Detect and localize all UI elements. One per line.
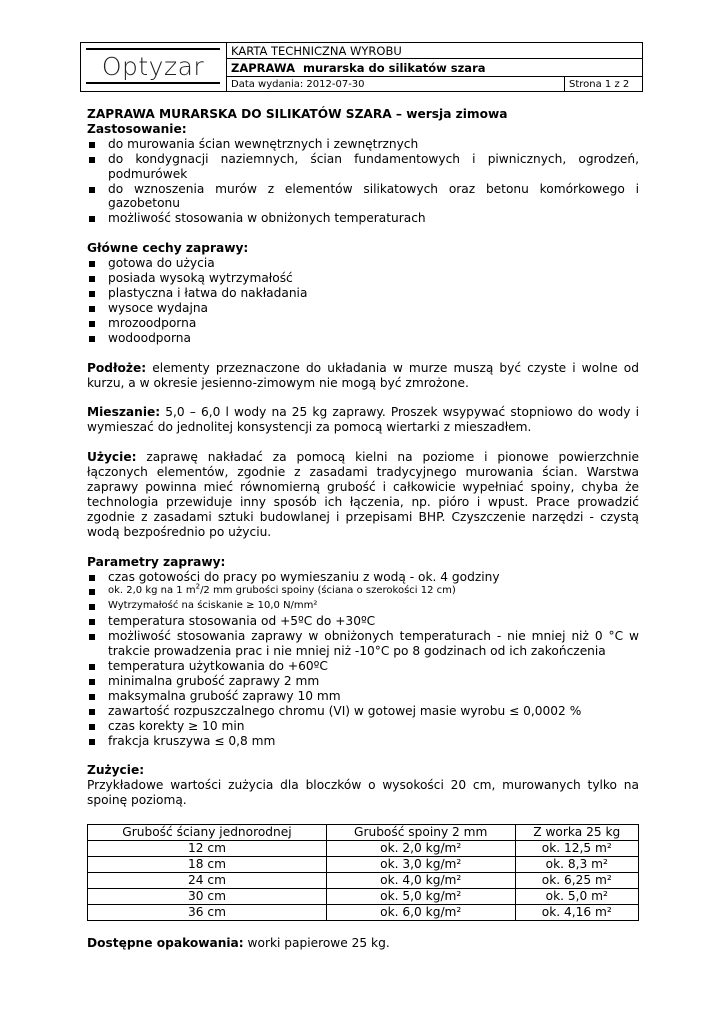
list-item: wysoce wydajna xyxy=(87,301,639,316)
list-item: możliwość stosowania zaprawy w obniżonych temperaturach - nie mniej niż 0 °C w trakcie prowadzenia prac i nie mniej niż -10°C po 8 godzinach od ich zakończenia xyxy=(87,629,639,659)
page-number: Strona 1 z 2 xyxy=(564,77,642,91)
list-item: czas korekty ≥ 10 min xyxy=(87,719,639,734)
table-cell: ok. 5,0 m² xyxy=(515,889,639,905)
product-bold: ZAPRAWA xyxy=(231,60,295,75)
table-cell: ok. 4,16 m² xyxy=(515,905,639,921)
list-item: frakcja kruszywa ≤ 0,8 mm xyxy=(87,734,639,749)
item-text: /2 mm grubości spoiny (ściana o szerokości 12 cm) xyxy=(200,585,456,597)
opakowania-text: worki papierowe 25 kg. xyxy=(243,936,390,951)
list-item: minimalna grubość zaprawy 2 mm xyxy=(87,674,639,689)
table-row xyxy=(88,905,639,921)
table-cell: 18 cm xyxy=(88,857,327,873)
list-item: gotowa do użycia xyxy=(87,256,639,271)
page-title: ZAPRAWA MURARSKA DO SILIKATÓW SZARA – wersja zimowa xyxy=(87,107,508,121)
header-info xyxy=(227,43,642,91)
table-cell: 36 cm xyxy=(88,905,327,921)
list-item: zawartość rozpuszczalnego chromu (VI) w gotowej masie wyrobu ≤ 0,0002 % xyxy=(87,704,639,719)
table-header-row xyxy=(88,825,639,841)
product-rest: murarska do silikatów szara xyxy=(303,60,486,75)
opakowania-label: Dostępne opakowania: xyxy=(87,936,244,951)
cechy-list xyxy=(87,256,639,345)
table-header: Grubość spoiny 2 mm xyxy=(326,825,515,841)
table-row xyxy=(88,889,639,905)
table-header: Grubość ściany jednorodnej xyxy=(88,825,327,841)
list-item: temperatura użytkowania do +60ºC xyxy=(87,659,639,674)
table-cell: ok. 2,0 kg/m² xyxy=(326,841,515,857)
header-meta xyxy=(227,77,642,91)
logo-cell xyxy=(81,43,227,91)
parametry-list xyxy=(87,570,639,749)
issue-date: Data wydania: 2012-07-30 xyxy=(231,78,365,90)
uzycie-label: Użycie: xyxy=(87,450,137,465)
list-item: posiada wysoką wytrzymałość xyxy=(87,271,639,286)
document-header xyxy=(80,42,643,92)
zastosowanie-list xyxy=(87,137,639,226)
table-cell: 24 cm xyxy=(88,873,327,889)
list-item xyxy=(87,584,639,599)
table-cell: ok. 8,3 m² xyxy=(515,857,639,873)
mieszanie-text: 5,0 – 6,0 l wody na 25 kg zaprawy. Proszek wsypywać stopniowo do wody i wymieszać do jednolitej konsystencji za pomocą wiertarki z mieszadłem. xyxy=(87,405,639,435)
document-body xyxy=(87,107,639,951)
podloze-paragraph xyxy=(87,361,639,391)
podloze-text: elementy przeznaczone do układania w murze muszą być czyste i wolne od kurzu, a w okresie jesienno-zimowym nie mogą być zmrożone. xyxy=(87,360,639,390)
item-text: ok. 2,0 kg na 1 m xyxy=(108,585,196,597)
list-item: czas gotowości do pracy po wymieszaniu z wodą - ok. 4 godziny xyxy=(87,570,639,585)
list-item: do wznoszenia murów z elementów silikatowych oraz betonu komórkowego i gazobetonu xyxy=(87,182,639,212)
uzycie-paragraph xyxy=(87,450,639,539)
table-row xyxy=(88,857,639,873)
uzycie-text: zaprawę nakładać za pomocą kielni na poziome i pionowe powierzchnie łączonych elementów, zgodnie z zasadami tradycyjnego murowania ścian. Warstwa zaprawy powinna mieć równomierną grubość i całkowicie wypełniać spoiny, chyba że technologia przewiduje inny sposób ich łączenia, np. pióro i wpust. Prace prowadzić zgodnie z zasadami sztuki budowlanej i przepisami BHP. Czyszczenie narzędzi - czystą wodą bezpośrednio po użyciu. xyxy=(87,450,639,539)
product-name xyxy=(227,59,642,77)
table-row xyxy=(88,841,639,857)
table-cell: 30 cm xyxy=(88,889,327,905)
table-cell: 12 cm xyxy=(88,841,327,857)
cechy-heading: Główne cechy zaprawy: xyxy=(87,241,249,256)
doc-type: KARTA TECHNICZNA WYROBU xyxy=(227,43,642,59)
list-item: mrozoodporna xyxy=(87,316,639,331)
superscript: 2 xyxy=(195,583,201,592)
list-item: Wytrzymałość na ściskanie ≥ 10,0 N/mm² xyxy=(87,599,639,614)
consumption-table xyxy=(87,824,639,921)
list-item: temperatura stosowania od +5ºC do +30ºC xyxy=(87,614,639,629)
list-item: możliwość stosowania w obniżonych temperaturach xyxy=(87,211,639,226)
opakowania-paragraph xyxy=(87,936,639,951)
list-item: wodoodporna xyxy=(87,331,639,346)
table-cell: ok. 5,0 kg/m² xyxy=(326,889,515,905)
list-item: do murowania ścian wewnętrznych i zewnętrznych xyxy=(87,137,639,152)
table-cell: ok. 4,0 kg/m² xyxy=(326,873,515,889)
zastosowanie-heading: Zastosowanie: xyxy=(87,121,187,136)
mieszanie-paragraph xyxy=(87,405,639,435)
company-logo xyxy=(86,48,220,84)
podloze-label: Podłoże: xyxy=(87,360,147,375)
zuzycie-heading: Zużycie: xyxy=(87,763,145,778)
table-cell: ok. 6,0 kg/m² xyxy=(326,905,515,921)
mieszanie-label: Mieszanie: xyxy=(87,405,161,420)
zuzycie-text: Przykładowe wartości zużycia dla bloczków o wysokości 20 cm, murowanych tylko na spoinę poziomą. xyxy=(87,778,639,808)
list-item: plastyczna i łatwa do nakładania xyxy=(87,286,639,301)
table-row xyxy=(88,873,639,889)
list-item: do kondygnacji naziemnych, ścian fundamentowych i piwnicznych, ogrodzeń, podmurówek xyxy=(87,152,639,182)
logo-text: Optyzar xyxy=(101,51,205,81)
parametry-heading: Parametry zaprawy: xyxy=(87,554,226,569)
table-cell: ok. 12,5 m² xyxy=(515,841,639,857)
table-cell: ok. 6,25 m² xyxy=(515,873,639,889)
list-item: maksymalna grubość zaprawy 10 mm xyxy=(87,689,639,704)
table-cell: ok. 3,0 kg/m² xyxy=(326,857,515,873)
table-header: Z worka 25 kg xyxy=(515,825,639,841)
